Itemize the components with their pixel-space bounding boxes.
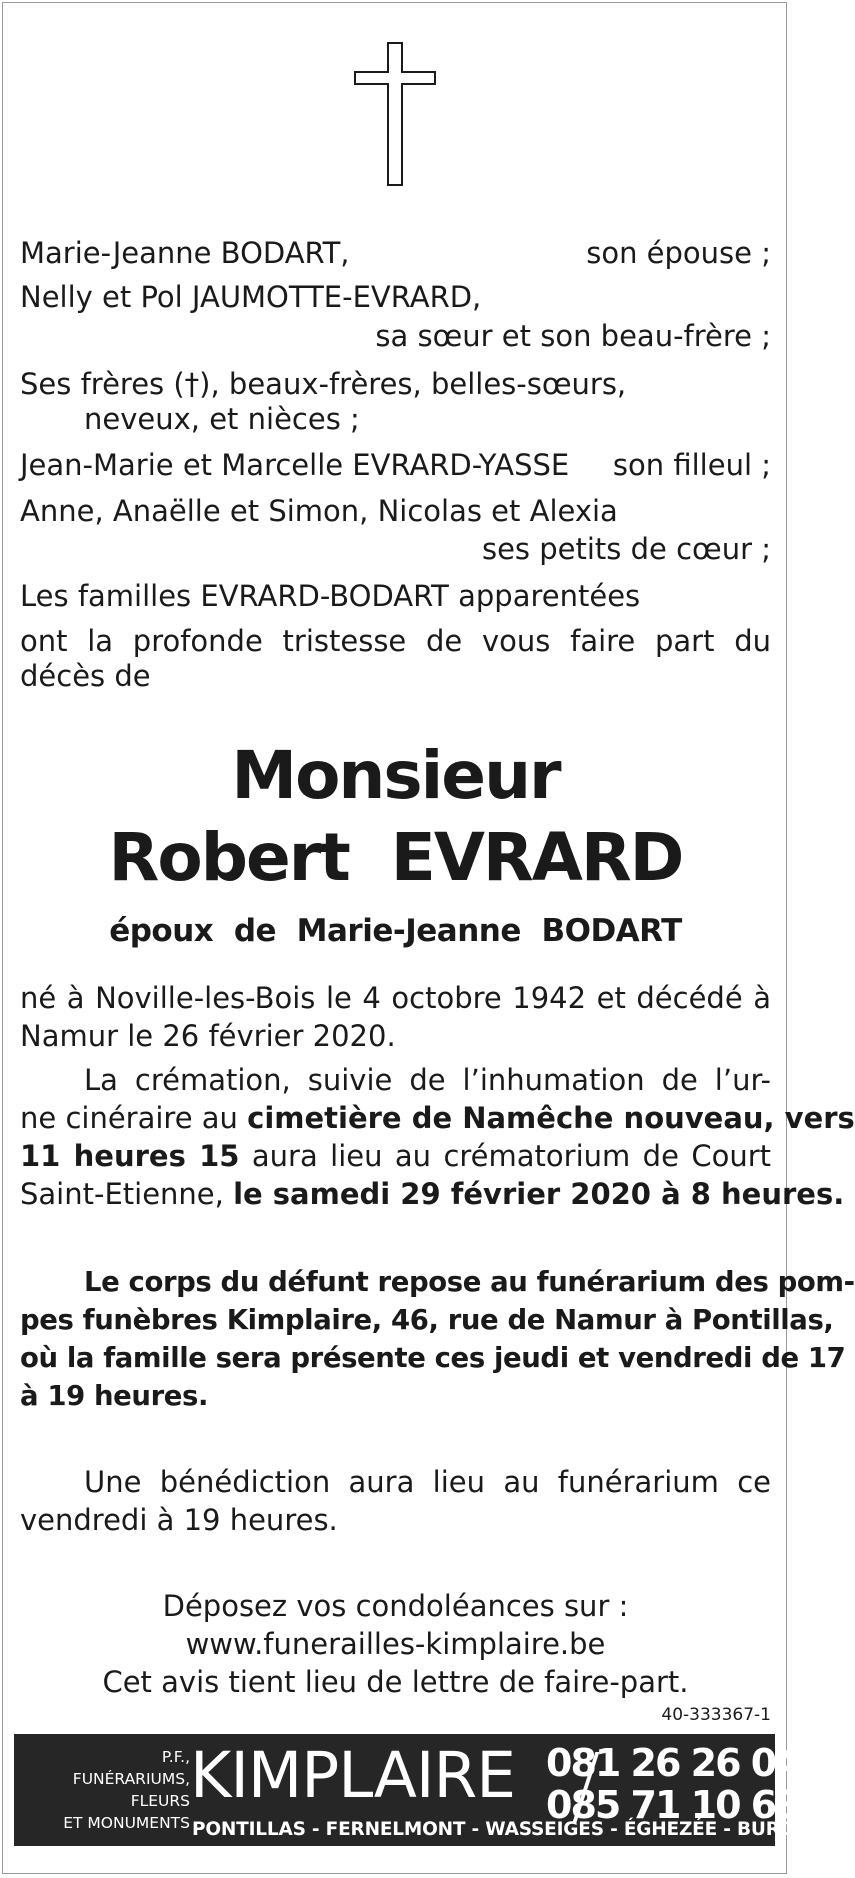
family-line — [20, 530, 771, 568]
family-line-right: ses petits de cœur ; — [481, 532, 771, 566]
family-line-left: neveux, et nièces ; — [84, 402, 360, 436]
funeral-home-banner — [14, 1734, 845, 1846]
family-line — [20, 317, 771, 355]
funeral-home-line: pes funèbres Kimplaire, 46, rue de Namur à Pontillas, — [20, 1304, 834, 1336]
cremation-text: ne cinéraire au — [20, 1101, 248, 1135]
cremation-line — [20, 1175, 845, 1213]
services-line: ET MONUMENTS — [63, 1814, 190, 1832]
deceased-spouse: époux de Marie-Jeanne BODART — [109, 913, 682, 949]
deceased-title: Monsieur — [231, 737, 560, 814]
funeral-home-line: Le corps du défunt repose au funérarium des pom- — [84, 1266, 855, 1298]
family-line-right: son épouse ; — [586, 236, 771, 270]
announcement-line: décès de — [20, 659, 151, 693]
reference-number: 40-333367-1 — [661, 1705, 771, 1725]
family-line — [20, 365, 771, 403]
birth-death-line: né à Noville-les-Bois le 4 octobre 1942 et décédé à — [20, 981, 771, 1015]
condolences-url-link[interactable]: www.funerailles-kimplaire.be — [185, 1627, 606, 1661]
condolences-block — [20, 1587, 771, 1701]
blessing-paragraph — [20, 1463, 771, 1539]
family-line — [20, 446, 771, 484]
condolences-line: Déposez vos condoléances sur : — [162, 1589, 629, 1623]
cremation-text: aura lieu au crématorium de Court — [239, 1139, 771, 1173]
family-line-left: Nelly et Pol JAUMOTTE-EVRARD, — [20, 280, 482, 314]
condolences-line: Cet avis tient lieu de lettre de faire-part. — [102, 1665, 689, 1699]
family-line — [20, 278, 771, 316]
birth-death-paragraph — [20, 979, 771, 1055]
deceased-name: Robert EVRARD — [108, 819, 683, 896]
family-line — [20, 234, 771, 272]
phone-number: 081 26 26 04 — [546, 1741, 800, 1785]
brand-name: KIMPLAIRE — [190, 1739, 516, 1812]
services-list — [20, 1746, 190, 1834]
family-line-right: sa sœur et son beau-frère ; — [375, 319, 771, 353]
phone-numbers — [546, 1741, 800, 1827]
cremation-line — [20, 1099, 855, 1137]
cremation-date: le samedi 29 février 2020 à 8 heures. — [233, 1177, 845, 1211]
funeral-home-paragraph — [20, 1263, 855, 1415]
services-line: P.F., — [161, 1748, 190, 1766]
cremation-line: La crémation, suivie de l’inhumation de l’ur- — [84, 1063, 771, 1097]
family-line — [84, 400, 835, 438]
cremation-line — [20, 1137, 771, 1175]
services-line: FUNÉRARIUMS, — [72, 1770, 190, 1788]
family-line-left: Marie-Jeanne BODART, — [20, 236, 350, 270]
cross-icon — [354, 42, 436, 186]
family-line-left: Ses frères (†), beaux-frères, belles-sœurs, — [20, 367, 627, 401]
blessing-line: vendredi à 19 heures. — [20, 1503, 338, 1537]
phone-number: 085 71 10 63 — [546, 1783, 800, 1827]
cremation-place: cimetière de Namêche nouveau, vers — [247, 1101, 855, 1135]
blessing-line: Une bénédiction aura lieu au funérarium ce — [84, 1465, 771, 1499]
family-line-right: son filleul ; — [612, 448, 771, 482]
family-line — [20, 492, 771, 530]
family-line — [20, 577, 771, 615]
family-line-left: Les familles EVRARD-BODART apparentées — [20, 579, 641, 613]
family-line-left: Jean-Marie et Marcelle EVRARD-YASSE — [20, 448, 570, 482]
cremation-paragraph — [20, 1061, 855, 1213]
birth-death-line: Namur le 26 février 2020. — [20, 1019, 396, 1053]
funeral-home-line: à 19 heures. — [20, 1380, 209, 1412]
cremation-time: 11 heures 15 — [20, 1139, 240, 1173]
funeral-home-line: où la famille sera présente ces jeudi et vendredi de 17 — [20, 1342, 846, 1374]
services-line: FLEURS — [130, 1792, 190, 1810]
cremation-text: Saint-Etienne, — [20, 1177, 234, 1211]
announcement-line: ont la profonde tristesse de vous faire part du — [20, 624, 771, 658]
family-line-left: Anne, Anaëlle et Simon, Nicolas et Alexia — [20, 494, 618, 528]
locations-list: PONTILLAS - FERNELMONT - WASSEIGES - ÉGHEZÉE - BURDINNE — [192, 1819, 845, 1840]
